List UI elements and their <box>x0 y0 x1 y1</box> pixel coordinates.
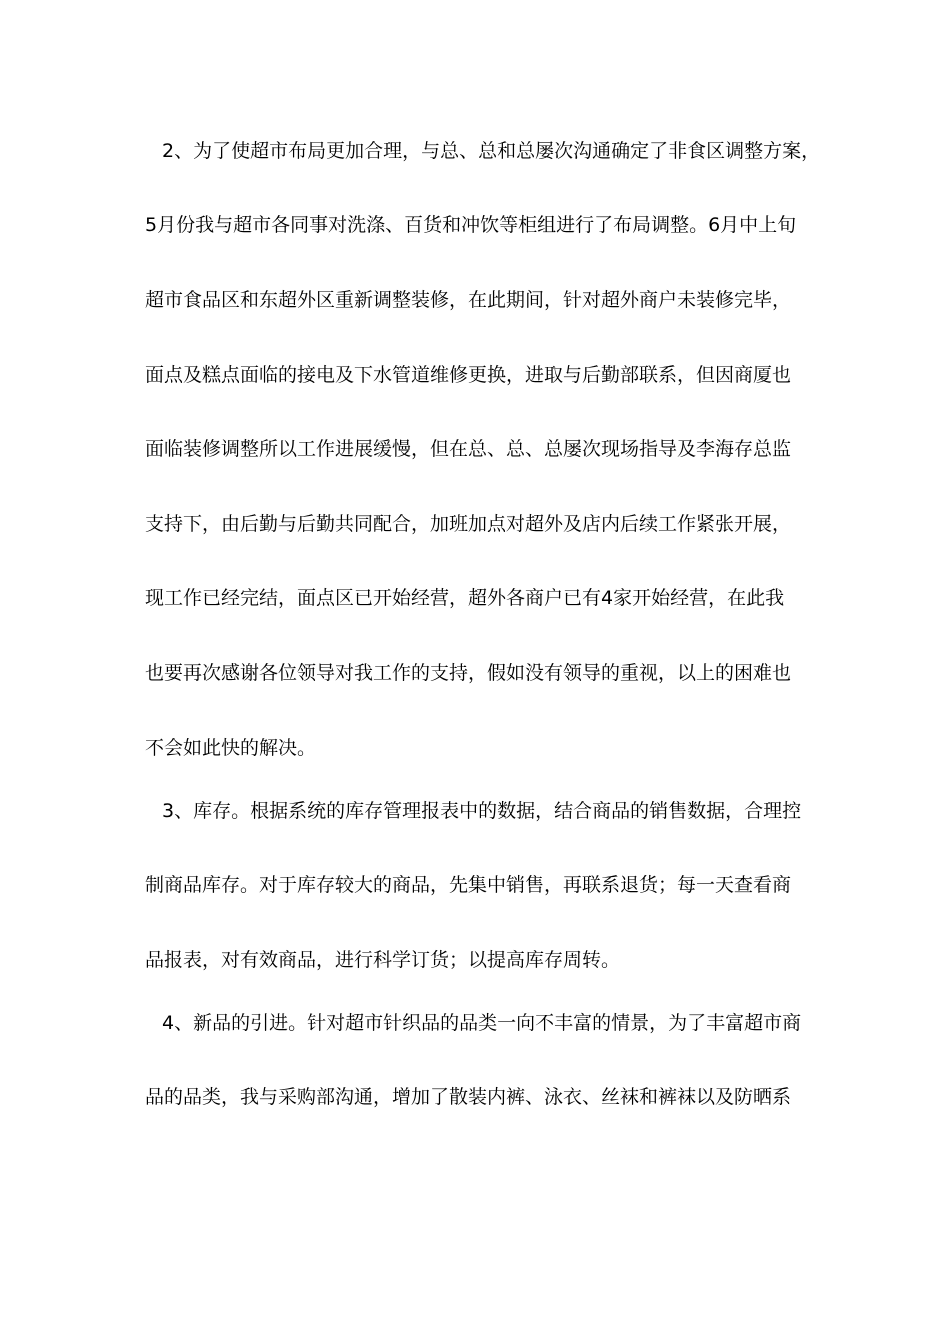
paragraph-2-line-5: 面临装修调整所以工作进展缓慢，但在总、总、总屡次现场指导及李海存总监 <box>145 438 792 460</box>
paragraph-2-line-2: 5月份我与超市各同事对洗涤、百货和冲饮等柜组进行了布局调整。6月中上旬 <box>145 214 797 236</box>
paragraph-3-line-3: 品报表，对有效商品，进行科学订货；以提高库存周转。 <box>145 949 621 971</box>
paragraph-2-line-1: 2、为了使超市布局更加合理，与总、总和总屡次沟通确定了非食区调整方案， <box>162 140 821 162</box>
paragraph-2-line-7: 现工作已经完结，面点区已开始经营，超外各商户已有4家开始经营，在此我 <box>145 587 785 609</box>
paragraph-2-line-6: 支持下，由后勤与后勤共同配合，加班加点对超外及店内后续工作紧张开展， <box>145 513 792 535</box>
paragraph-4-line-2: 品的品类，我与采购部沟通，增加了散装内裤、泳衣、丝袜和裤袜以及防晒系 <box>145 1086 792 1108</box>
paragraph-4-line-1: 4、新品的引进。针对超市针织品的品类一向不丰富的情景，为了丰富超市商 <box>162 1012 802 1034</box>
paragraph-2-line-9: 不会如此快的解决。 <box>145 737 317 759</box>
paragraph-2-line-8: 也要再次感谢各位领导对我工作的支持，假如没有领导的重视，以上的困难也 <box>145 662 792 684</box>
paragraph-3-line-1: 3、库存。根据系统的库存管理报表中的数据，结合商品的销售数据，合理控 <box>162 800 802 822</box>
paragraph-2-line-3: 超市食品区和东超外区重新调整装修，在此期间，针对超外商户未装修完毕， <box>145 289 792 311</box>
paragraph-2-line-4: 面点及糕点面临的接电及下水管道维修更换，进取与后勤部联系，但因商厦也 <box>145 364 792 386</box>
paragraph-3-line-2: 制商品库存。对于库存较大的商品，先集中销售，再联系退货；每一天查看商 <box>145 874 792 896</box>
